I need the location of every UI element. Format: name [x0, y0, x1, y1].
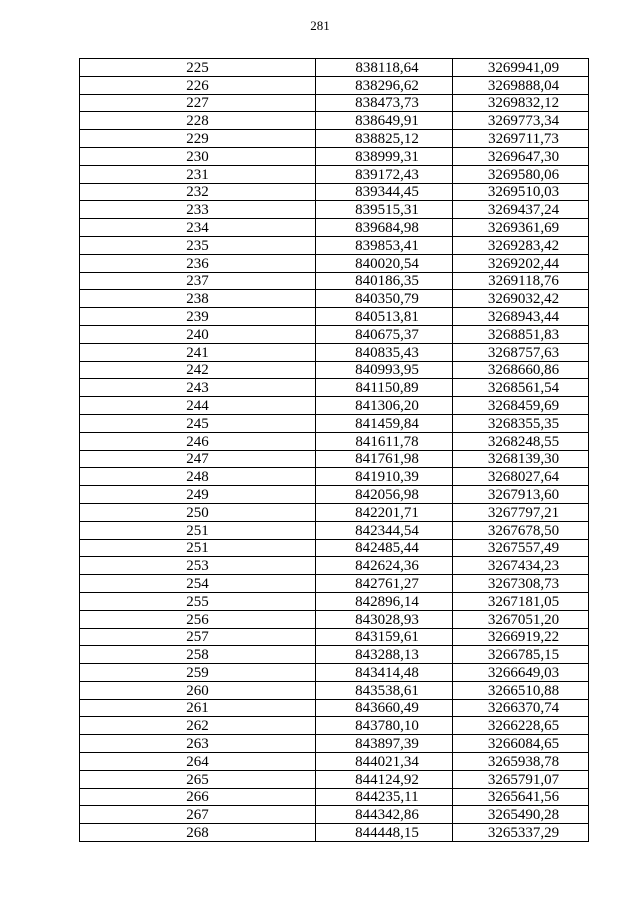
x-coordinate-cell: 839344,45 [316, 183, 453, 201]
y-coordinate-cell: 3266919,22 [453, 628, 589, 646]
x-coordinate-cell: 843538,61 [316, 681, 453, 699]
x-coordinate-cell: 838649,91 [316, 112, 453, 130]
y-coordinate-cell: 3265641,56 [453, 788, 589, 806]
x-coordinate-cell: 843780,10 [316, 717, 453, 735]
table-row [80, 165, 589, 183]
y-coordinate-cell: 3269437,24 [453, 201, 589, 219]
table-row [80, 379, 589, 397]
y-coordinate-cell: 3267051,20 [453, 610, 589, 628]
y-coordinate-cell: 3269510,03 [453, 183, 589, 201]
table-row [80, 503, 589, 521]
y-coordinate-cell: 3267557,49 [453, 539, 589, 557]
point-number-cell: 261 [80, 699, 316, 717]
x-coordinate-cell: 840350,79 [316, 290, 453, 308]
x-coordinate-cell: 840513,81 [316, 308, 453, 326]
table-row [80, 112, 589, 130]
point-number-cell: 239 [80, 308, 316, 326]
y-coordinate-cell: 3268757,63 [453, 343, 589, 361]
y-coordinate-cell: 3269941,09 [453, 59, 589, 77]
table-row [80, 486, 589, 504]
y-coordinate-cell: 3267308,73 [453, 575, 589, 593]
y-coordinate-cell: 3269711,73 [453, 130, 589, 148]
x-coordinate-cell: 844021,34 [316, 753, 453, 771]
point-number-cell: 247 [80, 450, 316, 468]
point-number-cell: 258 [80, 646, 316, 664]
point-number-cell: 240 [80, 325, 316, 343]
table-row [80, 806, 589, 824]
x-coordinate-cell: 840186,35 [316, 272, 453, 290]
x-coordinate-cell: 841150,89 [316, 379, 453, 397]
point-number-cell: 238 [80, 290, 316, 308]
table-row [80, 646, 589, 664]
page-number: 281 [310, 18, 330, 33]
point-number-cell: 236 [80, 254, 316, 272]
x-coordinate-cell: 843897,39 [316, 735, 453, 753]
y-coordinate-cell: 3268248,55 [453, 432, 589, 450]
y-coordinate-cell: 3269888,04 [453, 76, 589, 94]
y-coordinate-cell: 3265337,29 [453, 824, 589, 842]
point-number-cell: 251 [80, 539, 316, 557]
y-coordinate-cell: 3268943,44 [453, 308, 589, 326]
table-row [80, 735, 589, 753]
point-number-cell: 227 [80, 94, 316, 112]
x-coordinate-cell: 842056,98 [316, 486, 453, 504]
y-coordinate-cell: 3269647,30 [453, 147, 589, 165]
y-coordinate-cell: 3269032,42 [453, 290, 589, 308]
point-number-cell: 259 [80, 664, 316, 682]
y-coordinate-cell: 3266510,88 [453, 681, 589, 699]
point-number-cell: 235 [80, 236, 316, 254]
point-number-cell: 243 [80, 379, 316, 397]
x-coordinate-cell: 839853,41 [316, 236, 453, 254]
table-row [80, 130, 589, 148]
y-coordinate-cell: 3269773,34 [453, 112, 589, 130]
x-coordinate-cell: 842761,27 [316, 575, 453, 593]
point-number-cell: 231 [80, 165, 316, 183]
y-coordinate-cell: 3265490,28 [453, 806, 589, 824]
y-coordinate-cell: 3268561,54 [453, 379, 589, 397]
x-coordinate-cell: 838999,31 [316, 147, 453, 165]
point-number-cell: 242 [80, 361, 316, 379]
table-row [80, 450, 589, 468]
y-coordinate-cell: 3268355,35 [453, 414, 589, 432]
y-coordinate-cell: 3269118,76 [453, 272, 589, 290]
y-coordinate-cell: 3265791,07 [453, 770, 589, 788]
point-number-cell: 226 [80, 76, 316, 94]
table-row [80, 397, 589, 415]
x-coordinate-cell: 838296,62 [316, 76, 453, 94]
table-row [80, 147, 589, 165]
point-number-cell: 266 [80, 788, 316, 806]
point-number-cell: 245 [80, 414, 316, 432]
x-coordinate-cell: 841761,98 [316, 450, 453, 468]
x-coordinate-cell: 842896,14 [316, 592, 453, 610]
y-coordinate-cell: 3267181,05 [453, 592, 589, 610]
x-coordinate-cell: 844342,86 [316, 806, 453, 824]
point-number-cell: 262 [80, 717, 316, 735]
table-row [80, 76, 589, 94]
y-coordinate-cell: 3267797,21 [453, 503, 589, 521]
y-coordinate-cell: 3266785,15 [453, 646, 589, 664]
x-coordinate-cell: 841306,20 [316, 397, 453, 415]
table-row [80, 681, 589, 699]
x-coordinate-cell: 843414,48 [316, 664, 453, 682]
table-row [80, 219, 589, 237]
x-coordinate-cell: 839172,43 [316, 165, 453, 183]
y-coordinate-cell: 3269580,06 [453, 165, 589, 183]
point-number-cell: 254 [80, 575, 316, 593]
point-number-cell: 241 [80, 343, 316, 361]
x-coordinate-cell: 839515,31 [316, 201, 453, 219]
point-number-cell: 251 [80, 521, 316, 539]
table-row [80, 325, 589, 343]
y-coordinate-cell: 3266370,74 [453, 699, 589, 717]
table-row [80, 94, 589, 112]
point-number-cell: 229 [80, 130, 316, 148]
y-coordinate-cell: 3268851,83 [453, 325, 589, 343]
x-coordinate-cell: 844235,11 [316, 788, 453, 806]
table-row [80, 575, 589, 593]
table-row [80, 432, 589, 450]
table-row [80, 557, 589, 575]
point-number-cell: 263 [80, 735, 316, 753]
x-coordinate-cell: 840993,95 [316, 361, 453, 379]
x-coordinate-cell: 843660,49 [316, 699, 453, 717]
y-coordinate-cell: 3267434,23 [453, 557, 589, 575]
y-coordinate-cell: 3268459,69 [453, 397, 589, 415]
table-row [80, 539, 589, 557]
point-number-cell: 249 [80, 486, 316, 504]
y-coordinate-cell: 3268139,30 [453, 450, 589, 468]
point-number-cell: 260 [80, 681, 316, 699]
x-coordinate-cell: 840675,37 [316, 325, 453, 343]
table-row [80, 201, 589, 219]
x-coordinate-cell: 842344,54 [316, 521, 453, 539]
x-coordinate-cell: 841459,84 [316, 414, 453, 432]
table-row [80, 753, 589, 771]
y-coordinate-cell: 3268027,64 [453, 468, 589, 486]
table-row [80, 414, 589, 432]
x-coordinate-cell: 843028,93 [316, 610, 453, 628]
point-number-cell: 246 [80, 432, 316, 450]
x-coordinate-cell: 838825,12 [316, 130, 453, 148]
x-coordinate-cell: 838118,64 [316, 59, 453, 77]
point-number-cell: 268 [80, 824, 316, 842]
y-coordinate-cell: 3266084,65 [453, 735, 589, 753]
point-number-cell: 234 [80, 219, 316, 237]
table-row [80, 788, 589, 806]
table-row [80, 592, 589, 610]
coordinates-table [79, 58, 589, 842]
table-row [80, 664, 589, 682]
table-row [80, 236, 589, 254]
table-row [80, 824, 589, 842]
point-number-cell: 233 [80, 201, 316, 219]
table-row [80, 59, 589, 77]
table-row [80, 521, 589, 539]
table-row [80, 468, 589, 486]
y-coordinate-cell: 3267678,50 [453, 521, 589, 539]
x-coordinate-cell: 840020,54 [316, 254, 453, 272]
table-row [80, 183, 589, 201]
point-number-cell: 232 [80, 183, 316, 201]
point-number-cell: 248 [80, 468, 316, 486]
point-number-cell: 264 [80, 753, 316, 771]
table-row [80, 699, 589, 717]
x-coordinate-cell: 843288,13 [316, 646, 453, 664]
x-coordinate-cell: 841910,39 [316, 468, 453, 486]
x-coordinate-cell: 842201,71 [316, 503, 453, 521]
point-number-cell: 250 [80, 503, 316, 521]
point-number-cell: 228 [80, 112, 316, 130]
x-coordinate-cell: 838473,73 [316, 94, 453, 112]
coordinates-table-body [80, 59, 589, 842]
y-coordinate-cell: 3266228,65 [453, 717, 589, 735]
table-row [80, 290, 589, 308]
x-coordinate-cell: 844124,92 [316, 770, 453, 788]
table-row [80, 770, 589, 788]
y-coordinate-cell: 3265938,78 [453, 753, 589, 771]
point-number-cell: 257 [80, 628, 316, 646]
point-number-cell: 237 [80, 272, 316, 290]
y-coordinate-cell: 3269283,42 [453, 236, 589, 254]
table-row [80, 272, 589, 290]
point-number-cell: 255 [80, 592, 316, 610]
table-row [80, 308, 589, 326]
y-coordinate-cell: 3269202,44 [453, 254, 589, 272]
table-row [80, 610, 589, 628]
y-coordinate-cell: 3269361,69 [453, 219, 589, 237]
x-coordinate-cell: 843159,61 [316, 628, 453, 646]
point-number-cell: 256 [80, 610, 316, 628]
y-coordinate-cell: 3269832,12 [453, 94, 589, 112]
point-number-cell: 225 [80, 59, 316, 77]
x-coordinate-cell: 842624,36 [316, 557, 453, 575]
y-coordinate-cell: 3266649,03 [453, 664, 589, 682]
y-coordinate-cell: 3268660,86 [453, 361, 589, 379]
table-row [80, 717, 589, 735]
x-coordinate-cell: 841611,78 [316, 432, 453, 450]
table-row [80, 628, 589, 646]
x-coordinate-cell: 842485,44 [316, 539, 453, 557]
table-row [80, 254, 589, 272]
table-row [80, 361, 589, 379]
table-row [80, 343, 589, 361]
point-number-cell: 267 [80, 806, 316, 824]
point-number-cell: 244 [80, 397, 316, 415]
x-coordinate-cell: 844448,15 [316, 824, 453, 842]
point-number-cell: 253 [80, 557, 316, 575]
y-coordinate-cell: 3267913,60 [453, 486, 589, 504]
point-number-cell: 230 [80, 147, 316, 165]
x-coordinate-cell: 840835,43 [316, 343, 453, 361]
point-number-cell: 265 [80, 770, 316, 788]
x-coordinate-cell: 839684,98 [316, 219, 453, 237]
